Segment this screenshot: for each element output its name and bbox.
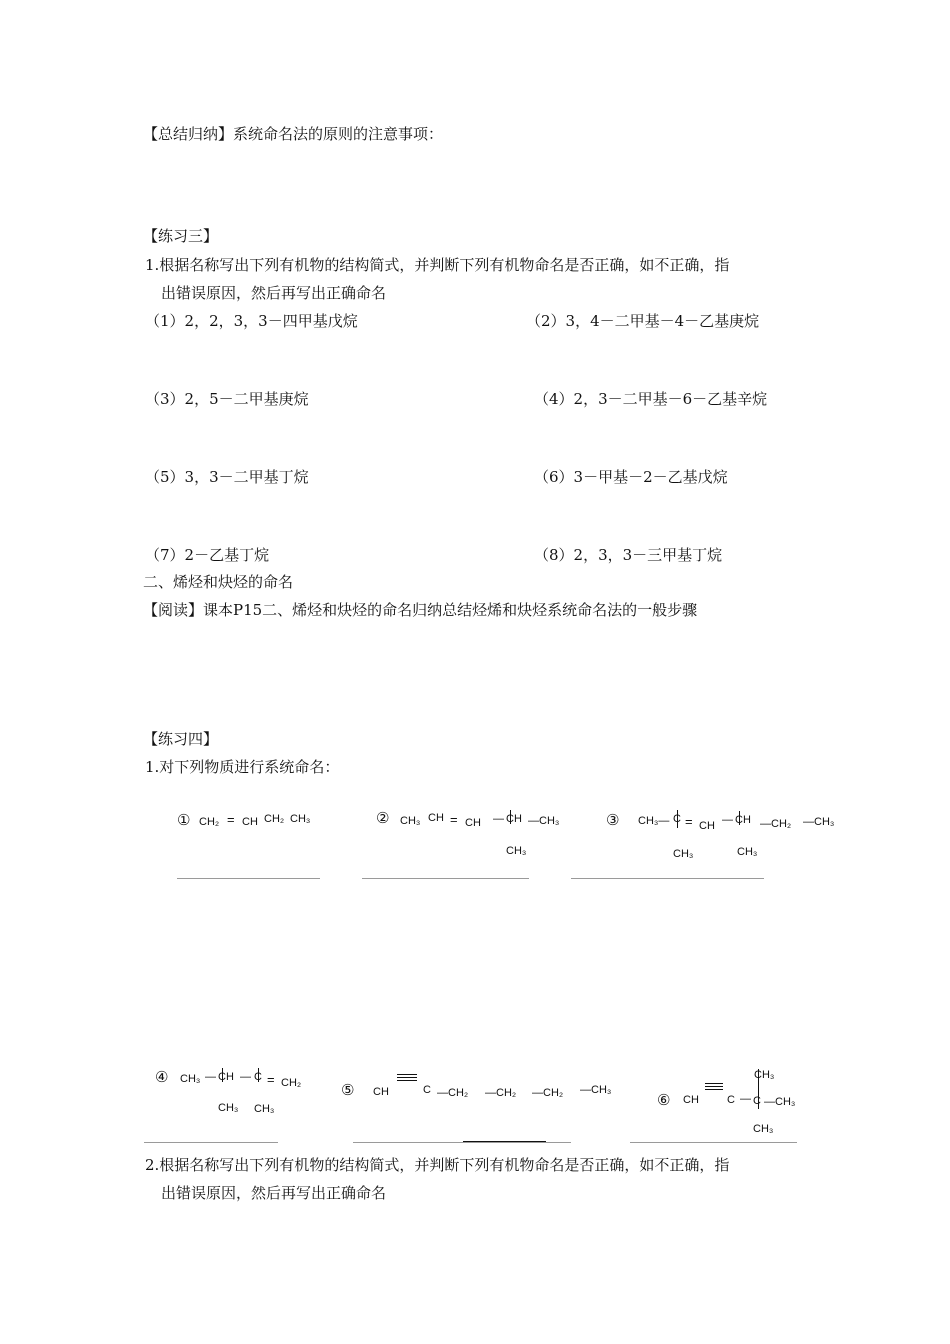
s3-ch2: —CH₂ xyxy=(760,818,792,830)
s3-ch-branch: CH xyxy=(735,814,751,826)
s5-c: C xyxy=(423,1084,431,1096)
answer-line-3[interactable] xyxy=(571,878,764,879)
s3-ch3-under-ch: CH₃ xyxy=(737,846,758,858)
exercise3-question-line1: 1.根据名称写出下列有机物的结构简式，并判断下列有机物命名是否正确，如不正确，指 xyxy=(145,256,730,274)
s2-ch: CH xyxy=(428,812,444,824)
s4-bond-1: — xyxy=(205,1071,216,1083)
s4-ch: CH xyxy=(218,1071,234,1083)
answer-line-1[interactable] xyxy=(177,878,320,879)
s2-ch3: CH₃ xyxy=(400,815,421,827)
summary-heading: 【总结归纳】系统命名法的原则的注意事项： xyxy=(143,125,444,143)
s2-ch3-end: —CH₃ xyxy=(528,815,560,827)
answer-line-5-mark xyxy=(463,1141,546,1142)
marker-6: ⑥ xyxy=(657,1091,671,1109)
s1-ch2-b: CH₂ xyxy=(264,813,285,825)
s3-c-bond xyxy=(677,810,678,828)
s3-ch3: CH₃— xyxy=(638,815,670,827)
s3-double-bond: = xyxy=(685,814,693,829)
s1-ch: CH xyxy=(242,816,258,828)
s5-triple-bond-2 xyxy=(397,1077,417,1078)
s5-ch: CH xyxy=(373,1086,389,1098)
s5-triple-bond-1 xyxy=(397,1074,417,1075)
s5-ch2-2: —CH₂ xyxy=(485,1087,517,1099)
exercise3-item-3: （3）2，5－二甲基庚烷 xyxy=(145,390,309,408)
marker-5: ⑤ xyxy=(341,1081,355,1099)
exercise3-question-line2: 出错误原因，然后再写出正确命名 xyxy=(161,284,387,302)
s3-c: C xyxy=(673,813,681,825)
s4-bond-2: — xyxy=(240,1071,251,1083)
s4-ch2: CH₂ xyxy=(281,1077,302,1089)
s6-c: C xyxy=(727,1094,735,1106)
exercise4-question: 1.对下列物质进行系统命名： xyxy=(145,758,340,776)
s6-ch: CH xyxy=(683,1094,699,1106)
s3-ch3-end: —CH₃ xyxy=(803,816,835,828)
exercise3-item-1: （1）2，2，3，3－四甲基戊烷 xyxy=(145,312,358,330)
s6-ch3-bottom: CH₃ xyxy=(753,1123,774,1135)
s2-bond: — xyxy=(493,813,504,825)
s4-c-bond xyxy=(258,1068,259,1082)
exercise4-heading: 【练习四】 xyxy=(143,730,219,748)
s1-ch3: CH₃ xyxy=(290,813,311,825)
s3-bond: — xyxy=(722,814,733,826)
s4-c: C xyxy=(254,1071,262,1083)
s2-double-bond: = xyxy=(450,812,458,827)
exercise3-item-7: （7）2－乙基丁烷 xyxy=(145,546,270,564)
s6-triple-bond-3 xyxy=(705,1089,723,1090)
exercise3-item-2: （2）3，4－二甲基－4－乙基庚烷 xyxy=(526,312,760,330)
s6-ch3-top: CH₃ xyxy=(754,1069,775,1081)
marker-2: ② xyxy=(376,809,390,827)
s4-ch3-under-c: CH₃ xyxy=(254,1103,275,1115)
s4-double-bond: = xyxy=(267,1072,275,1087)
answer-line-6[interactable] xyxy=(630,1142,797,1143)
question2-line1: 2.根据名称写出下列有机物的结构简式，并判断下列有机物命名是否正确，如不正确，指 xyxy=(145,1156,730,1174)
s4-ch3-under-ch: CH₃ xyxy=(218,1102,239,1114)
section-title: 二、烯烃和炔烃的命名 xyxy=(143,573,294,591)
exercise3-item-5: （5）3，3－二甲基丁烷 xyxy=(145,468,309,486)
answer-line-4[interactable] xyxy=(144,1142,278,1143)
s2-ch-branch: CH xyxy=(506,813,522,825)
s6-triple-bond-2 xyxy=(705,1086,723,1087)
s3-ch: CH xyxy=(699,820,715,832)
question2-line2: 出错误原因，然后再写出正确命名 xyxy=(161,1184,387,1202)
s1-double-bond: = xyxy=(227,812,235,827)
s3-branch-bond xyxy=(739,811,740,825)
exercise3-item-8: （8）2，3，3－三甲基丁烷 xyxy=(534,546,723,564)
answer-line-2[interactable] xyxy=(362,878,529,879)
s2-branch-bond xyxy=(510,810,511,824)
s4-ch3: CH₃ xyxy=(180,1073,201,1085)
reading-instruction: 【阅读】课本P15二、烯烃和炔烃的命名归纳总结烃烯和炔烃系统命名法的一般步骤 xyxy=(143,601,698,619)
s5-triple-bond-3 xyxy=(397,1080,417,1081)
s2-ch3-branch: CH₃ xyxy=(506,845,527,857)
s6-bond: — xyxy=(740,1093,751,1105)
s3-ch3-under-c: CH₃ xyxy=(673,848,694,860)
exercise3-item-6: （6）3－甲基－2－乙基戊烷 xyxy=(534,468,728,486)
s6-triple-bond-1 xyxy=(705,1083,723,1084)
answer-line-5[interactable] xyxy=(353,1142,571,1143)
s5-ch3: —CH₃ xyxy=(580,1084,612,1096)
exercise3-heading: 【练习三】 xyxy=(143,227,219,245)
exercise3-item-4: （4）2，3－二甲基－6－乙基辛烷 xyxy=(534,390,768,408)
s2-ch-b: CH xyxy=(465,817,481,829)
marker-3: ③ xyxy=(606,811,620,829)
s6-c-quaternary: C xyxy=(753,1095,761,1107)
marker-4: ④ xyxy=(155,1068,169,1086)
s5-ch2-1: —CH₂ xyxy=(437,1087,469,1099)
s5-ch2-3: —CH₂ xyxy=(532,1087,564,1099)
s4-ch-bond xyxy=(222,1068,223,1082)
s6-ch3-right: —CH₃ xyxy=(764,1096,796,1108)
marker-1: ① xyxy=(177,811,191,829)
s1-ch2: CH₂ xyxy=(199,816,220,828)
